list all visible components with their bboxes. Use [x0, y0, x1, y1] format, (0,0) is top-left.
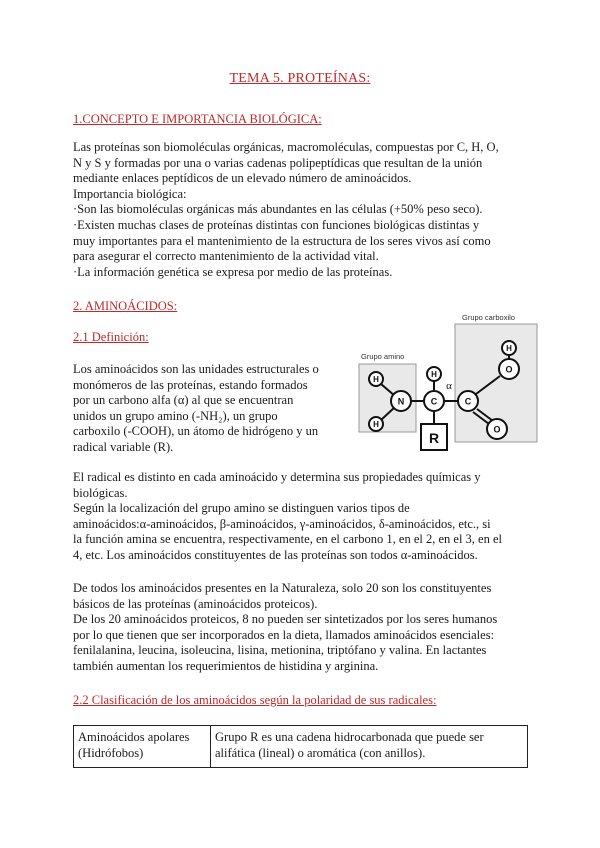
text-line: unidos un grupo amino (-NH₂), un grupo — [73, 408, 278, 423]
atom-label: H — [373, 420, 379, 429]
atom-label: H — [506, 344, 512, 353]
cell-line: alifática (lineal) o aromática (con anillos). — [215, 746, 426, 760]
text-line: 4, etc. Los aminoácidos constituyentes de las proteínas son todos α-aminoácidos. — [73, 547, 478, 562]
text-line: ·La información genética se expresa por medio de las proteínas. — [73, 264, 393, 279]
text-line: mediante enlaces peptídicos de un elevado número de aminoácidos. — [73, 171, 412, 186]
text-line: fenilalanina, leucina, isoleucina, lisina, metionina, triptófano y valina. En lactantes — [73, 643, 487, 658]
text-line: por un carbono alfa (α) al que se encuentran — [73, 393, 294, 408]
text-line: también aumentan los requerimientos de histidina y arginina. — [73, 658, 379, 673]
table-row — [74, 726, 528, 768]
atom-label: C — [430, 396, 438, 407]
section-heading-aminoacidos: 2. AMINOÁCIDOS: — [73, 299, 178, 313]
atom-label: N — [397, 396, 405, 407]
table-cell — [74, 726, 211, 768]
text-line: por lo que tienen que ser incorporados en la dieta, llamados aminoácidos esenciales: — [73, 627, 495, 642]
text-line: radical variable (R). — [73, 439, 174, 454]
text-line: monómeros de las proteínas, estando formados — [73, 377, 308, 392]
atom-label: O — [505, 364, 513, 375]
alpha-label: α — [446, 380, 452, 392]
text-line: Las proteínas son biomoléculas orgánicas, macromoléculas, compuestas por C, H, O, — [73, 140, 499, 154]
carboxyl-group-label: Grupo carboxilo — [462, 313, 515, 322]
text-line: De los 20 aminoácidos proteicos, 8 no pueden ser sintetizados por los seres humanos — [73, 612, 498, 627]
intro-paragraph — [73, 140, 499, 280]
text-line: biológicas. — [73, 485, 128, 500]
text-line: para asegurar el correcto mantenimiento de la actividad vital. — [73, 249, 379, 264]
atom-label: H — [431, 370, 437, 379]
section-heading-concepto: 1.CONCEPTO E IMPORTANCIA BIOLÓGICA: — [73, 112, 322, 126]
table-cell — [211, 726, 528, 768]
text-line: ·Existen muchas clases de proteínas distintas con funciones biológicas distintas y — [73, 217, 480, 232]
text-line: aminoácidos:α-aminoácidos, β-aminoácidos, γ-aminoácidos, δ-aminoácidos, etc., si — [73, 516, 491, 531]
text-line: Los aminoácidos son las unidades estructurales o — [73, 362, 319, 376]
text-line: ·Son las biomoléculas orgánicas más abundantes en las células (+50% peso seco). — [73, 202, 483, 217]
essential-paragraph — [73, 581, 497, 675]
subsection-heading-clasificacion: 2.2 Clasificación de los aminoácidos según la polaridad de sus radicales: — [73, 693, 437, 707]
text-line: El radical es distinto en cada aminoácido y determina sus propiedades químicas y — [73, 470, 481, 484]
cell-line: Grupo R es una cadena hidrocarbonada que puede ser — [215, 730, 484, 744]
atom-label: H — [373, 375, 379, 384]
cell-line: Aminoácidos apolares — [78, 730, 190, 744]
text-line: carboxilo (-COOH), un átomo de hidrógeno y un — [73, 424, 319, 439]
text-line: De todos los aminoácidos presentes en la Naturaleza, solo 20 son los constituyentes — [73, 581, 492, 595]
radical-label: R — [428, 430, 440, 446]
definition-paragraph — [73, 362, 319, 456]
classification-table — [73, 725, 528, 768]
text-line: Según la localización del grupo amino se distinguen varios tipos de — [73, 501, 410, 516]
text-line: básicos de las proteínas (aminoácidos proteicos). — [73, 596, 318, 611]
radical-paragraph — [73, 470, 502, 564]
page-title: TEMA 5. PROTEÍNAS: — [229, 71, 371, 86]
atom-label: O — [493, 424, 501, 435]
text-line: N y S y formadas por una o varias cadenas polipeptídicas que resultan de la unión — [73, 155, 483, 170]
text-line: muy importantes para el mantenimiento de la estructura de los seres vivos así como — [73, 233, 491, 248]
amino-acid-structure-diagram — [352, 312, 542, 452]
text-line: la función amina se encuentra, respectivamente, en el carbono 1, en el 2, en el 3, en el — [73, 532, 502, 547]
amino-group-label: Grupo amino — [361, 352, 405, 361]
cell-line: (Hidrófobos) — [78, 746, 144, 760]
importance-label: Importancia biológica: — [73, 186, 187, 201]
atom-label: C — [464, 396, 472, 407]
subsection-heading-definicion: 2.1 Definición: — [73, 330, 149, 344]
